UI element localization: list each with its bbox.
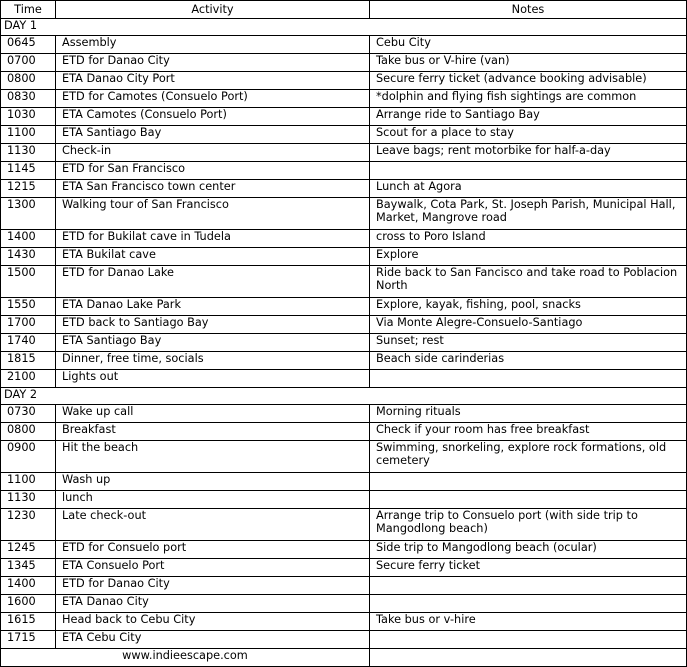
time-cell: 1130 [1,491,56,509]
time-cell: 1500 [1,266,56,298]
activity-cell: ETD back to Santiago Bay [56,316,370,334]
notes-cell: Side trip to Mangodlong beach (ocular) [370,541,687,559]
activity-cell: Assembly [56,36,370,54]
notes-cell [370,491,687,509]
time-cell: 1245 [1,541,56,559]
table-row [1,334,687,352]
time-cell: 0645 [1,36,56,54]
time-cell: 1145 [1,162,56,180]
header-row [1,1,687,19]
table-row [1,230,687,248]
table-row [1,162,687,180]
time-cell: 0830 [1,90,56,108]
activity-cell: ETA Santiago Bay [56,126,370,144]
time-cell: 1400 [1,577,56,595]
notes-cell: Lunch at Agora [370,180,687,198]
notes-cell: Secure ferry ticket (advance booking advisable) [370,72,687,90]
notes-cell: *dolphin and flying fish sightings are common [370,90,687,108]
activity-cell: Walking tour of San Francisco [56,198,370,230]
footer-url: www.indieescape.com [1,649,370,667]
notes-cell: Explore, kayak, fishing, pool, snacks [370,298,687,316]
notes-cell: Swimming, snorkeling, explore rock formations, old cemetery [370,441,687,473]
time-cell: 0730 [1,405,56,423]
header-notes: Notes [370,1,687,19]
activity-cell: ETA Consuelo Port [56,559,370,577]
activity-cell: lunch [56,491,370,509]
notes-cell: Take bus or v-hire [370,613,687,631]
table-row [1,491,687,509]
table-row [1,126,687,144]
itinerary-body [1,19,687,667]
time-cell: 2100 [1,370,56,388]
activity-cell: Lights out [56,370,370,388]
notes-cell: Arrange ride to Santiago Bay [370,108,687,126]
table-row [1,144,687,162]
time-cell: 1230 [1,509,56,541]
notes-cell [370,370,687,388]
time-cell: 1430 [1,248,56,266]
time-cell: 1700 [1,316,56,334]
table-row [1,72,687,90]
activity-cell: ETD for Bukilat cave in Tudela [56,230,370,248]
table-row [1,90,687,108]
notes-cell: Beach side carinderias [370,352,687,370]
activity-cell: ETD for San Francisco [56,162,370,180]
activity-cell: ETD for Consuelo port [56,541,370,559]
notes-cell: Check if your room has free breakfast [370,423,687,441]
table-row [1,631,687,649]
footer-blank-cell [370,649,687,667]
table-row [1,180,687,198]
table-row [1,36,687,54]
activity-cell: Breakfast [56,423,370,441]
activity-cell: Check-in [56,144,370,162]
table-row [1,54,687,72]
notes-cell: Arrange trip to Consuelo port (with side trip to Mangodlong beach) [370,509,687,541]
table-row [1,248,687,266]
time-cell: 1740 [1,334,56,352]
time-cell: 1100 [1,126,56,144]
notes-cell: Scout for a place to stay [370,126,687,144]
time-cell: 1215 [1,180,56,198]
table-row [1,559,687,577]
time-cell: 0800 [1,423,56,441]
table-row [1,441,687,473]
table-row [1,613,687,631]
notes-cell: Cebu City [370,36,687,54]
notes-cell: Leave bags; rent motorbike for half-a-day [370,144,687,162]
time-cell: 0900 [1,441,56,473]
activity-cell: ETA Santiago Bay [56,334,370,352]
notes-cell: Secure ferry ticket [370,559,687,577]
activity-cell: ETA Bukilat cave [56,248,370,266]
activity-cell: ETD for Danao City [56,577,370,595]
table-row [1,595,687,613]
table-row [1,352,687,370]
table-row [1,108,687,126]
time-cell: 1400 [1,230,56,248]
header-activity: Activity [56,1,370,19]
notes-cell: Ride back to San Fancisco and take road to Poblacion North [370,266,687,298]
table-row [1,473,687,491]
activity-cell: ETD for Camotes (Consuelo Port) [56,90,370,108]
time-cell: 1550 [1,298,56,316]
table-row [1,266,687,298]
notes-cell: Morning rituals [370,405,687,423]
time-cell: 1300 [1,198,56,230]
time-cell: 1030 [1,108,56,126]
notes-cell [370,473,687,491]
activity-cell: ETD for Danao City [56,54,370,72]
table-row [1,370,687,388]
time-cell: 1600 [1,595,56,613]
notes-cell: Take bus or V-hire (van) [370,54,687,72]
activity-cell: ETA Danao Lake Park [56,298,370,316]
notes-cell [370,577,687,595]
time-cell: 1815 [1,352,56,370]
table-row [1,316,687,334]
table-row [1,509,687,541]
notes-cell: Sunset; rest [370,334,687,352]
notes-cell [370,595,687,613]
activity-cell: Dinner, free time, socials [56,352,370,370]
time-cell: 1100 [1,473,56,491]
notes-cell: Explore [370,248,687,266]
activity-cell: ETA Danao City Port [56,72,370,90]
notes-cell: cross to Poro Island [370,230,687,248]
table-row [1,405,687,423]
time-cell: 0800 [1,72,56,90]
activity-cell: ETA Danao City [56,595,370,613]
footer-row [1,649,687,667]
table-row [1,577,687,595]
time-cell: 1130 [1,144,56,162]
table-row [1,198,687,230]
time-cell: 1345 [1,559,56,577]
day-label: DAY 1 [1,19,687,36]
time-cell: 0700 [1,54,56,72]
table-row [1,298,687,316]
notes-cell [370,631,687,649]
activity-cell: ETA Cebu City [56,631,370,649]
day-label: DAY 2 [1,388,687,405]
activity-cell: Hit the beach [56,441,370,473]
activity-cell: ETD for Danao Lake [56,266,370,298]
activity-cell: ETA Camotes (Consuelo Port) [56,108,370,126]
day-row [1,388,687,405]
table-row [1,541,687,559]
activity-cell: ETA San Francisco town center [56,180,370,198]
day-row [1,19,687,36]
notes-cell: Via Monte Alegre-Consuelo-Santiago [370,316,687,334]
activity-cell: Wash up [56,473,370,491]
header-time: Time [1,1,56,19]
activity-cell: Late check-out [56,509,370,541]
table-row [1,423,687,441]
activity-cell: Head back to Cebu City [56,613,370,631]
notes-cell [370,162,687,180]
notes-cell: Baywalk, Cota Park, St. Joseph Parish, Municipal Hall, Market, Mangrove road [370,198,687,230]
time-cell: 1715 [1,631,56,649]
time-cell: 1615 [1,613,56,631]
activity-cell: Wake up call [56,405,370,423]
